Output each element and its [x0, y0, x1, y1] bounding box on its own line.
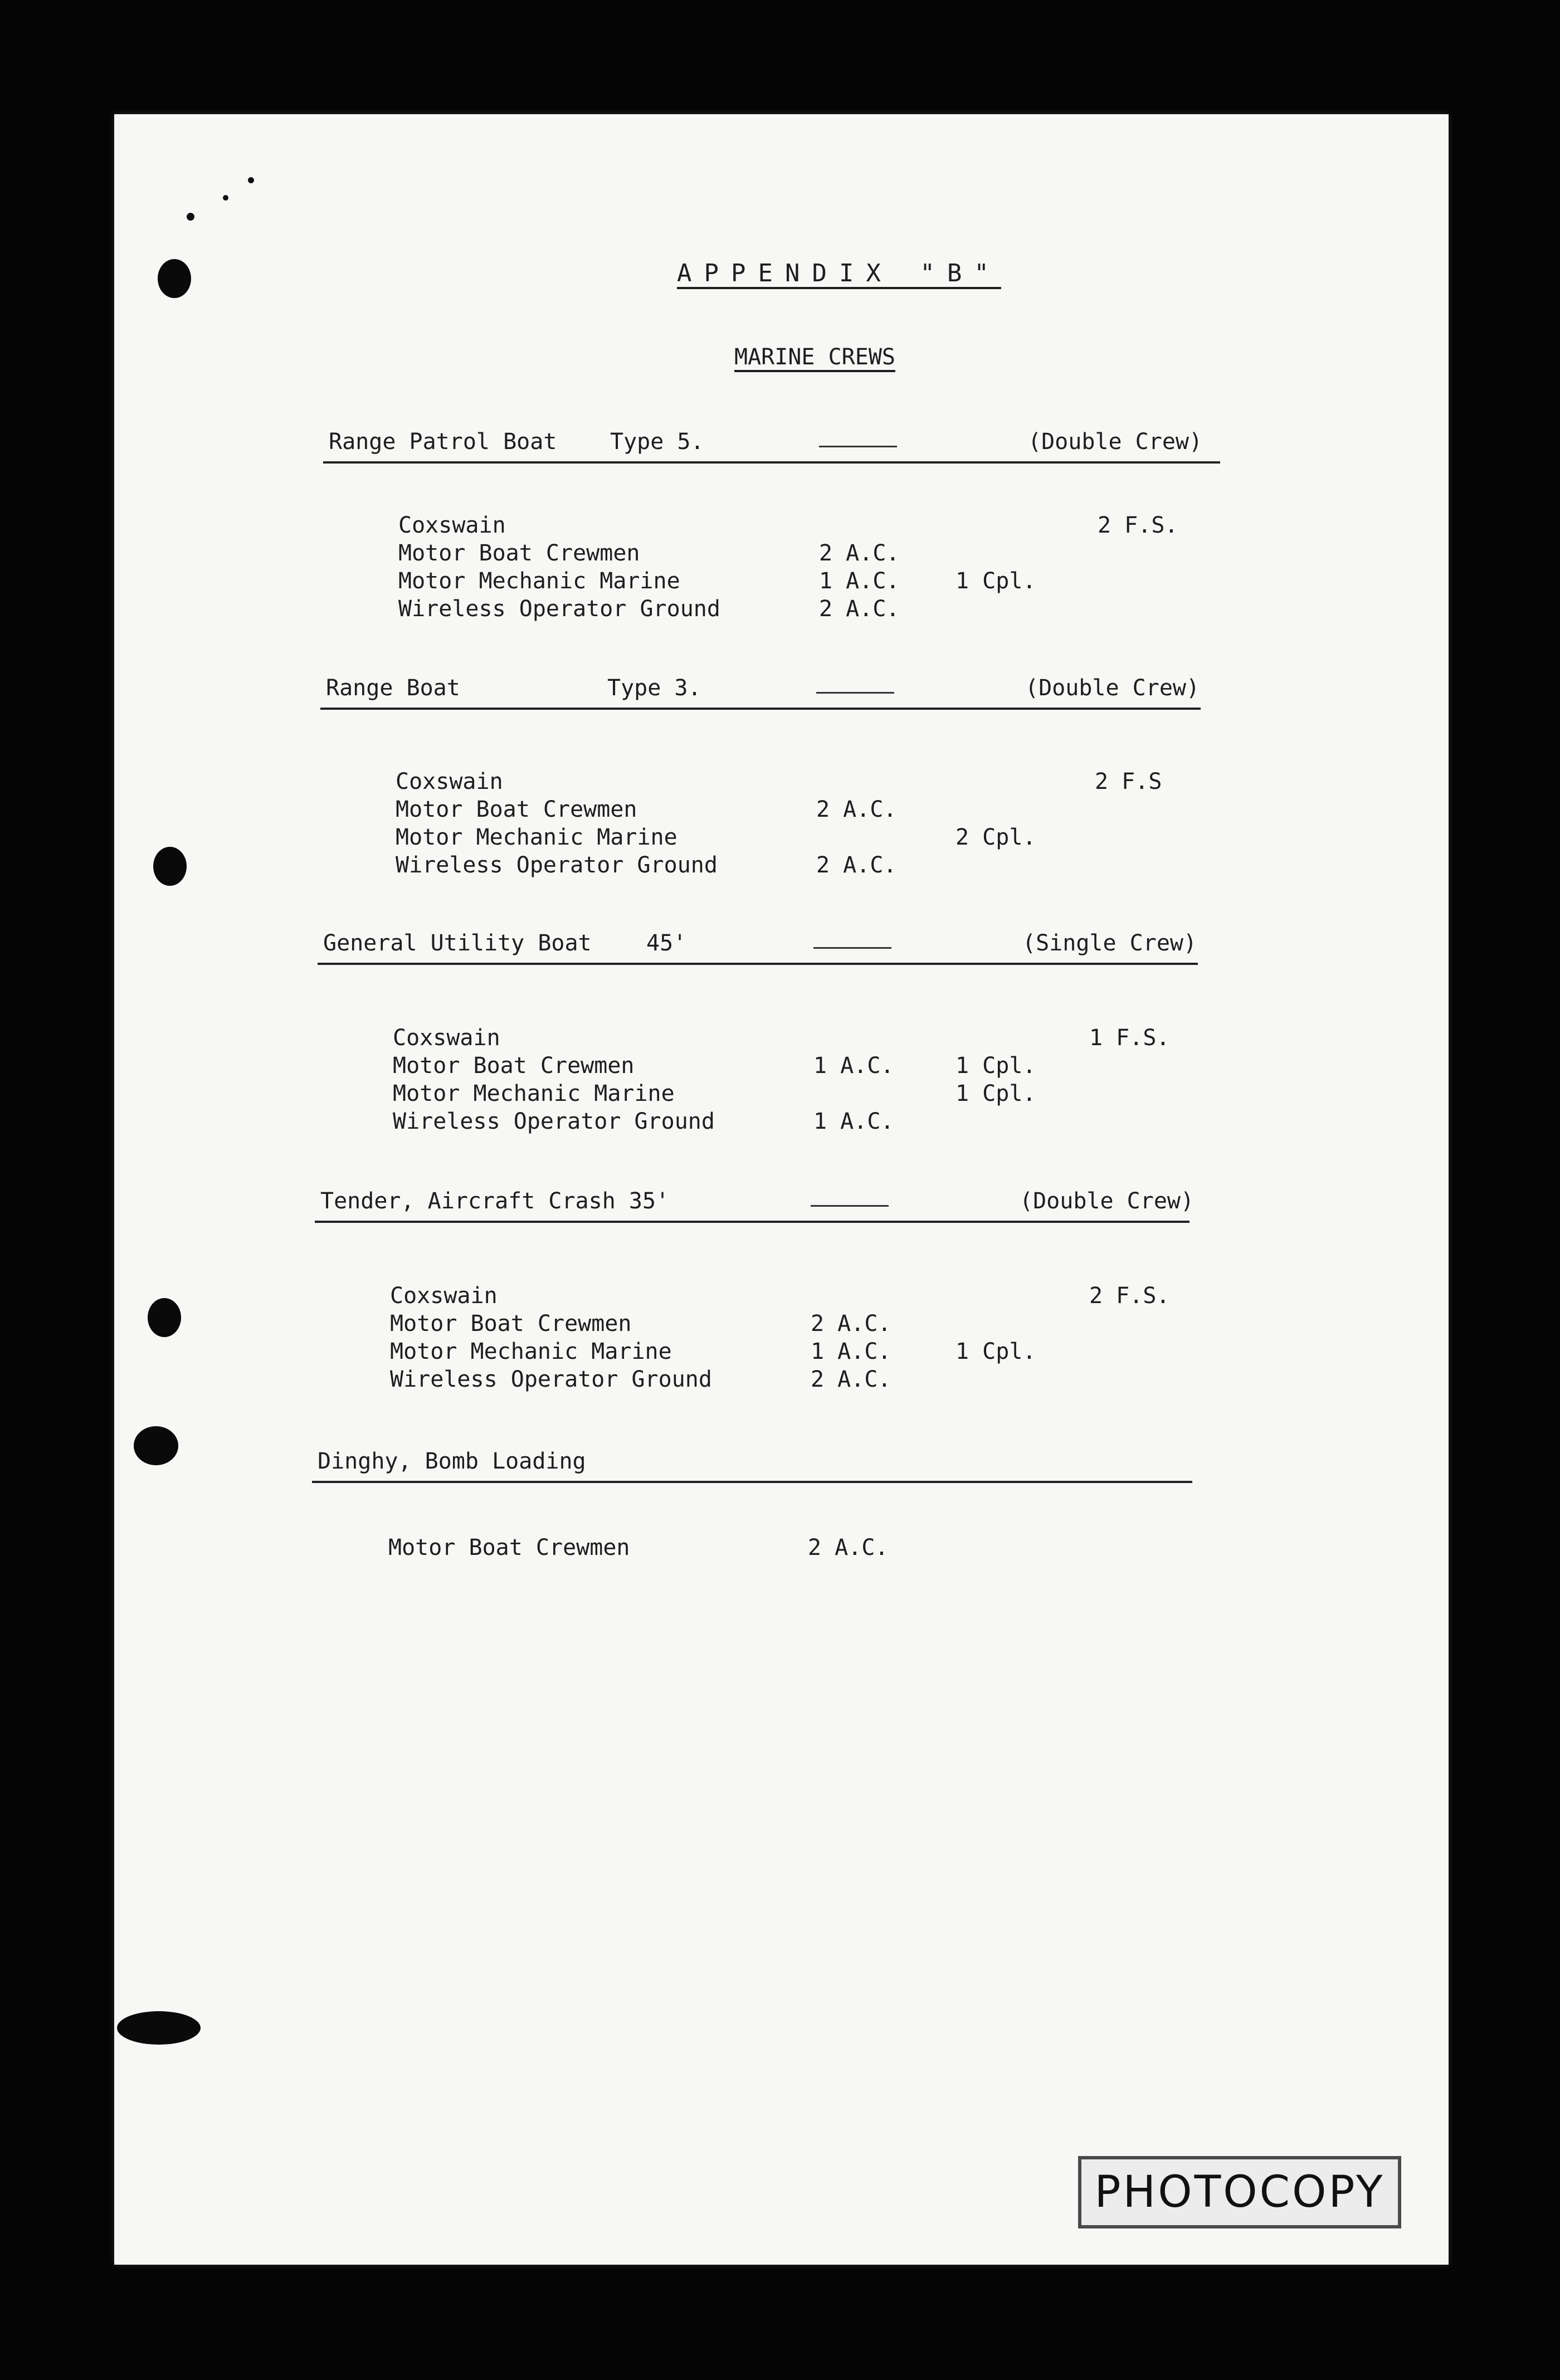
boat-name: Dinghy, Bomb Loading: [318, 1449, 586, 1474]
crew-row: [0, 1025, 1560, 1053]
cpl-count: 2 Cpl.: [956, 825, 1036, 850]
cpl-count: 1 Cpl.: [956, 1053, 1036, 1079]
crew-type: (Double Crew): [1028, 429, 1203, 455]
crew-row: [0, 1109, 1560, 1137]
crew-row: [0, 1339, 1560, 1367]
section-heading: [0, 675, 1560, 709]
boat-name: General Utility Boat: [323, 930, 592, 956]
ac-count: 2 A.C.: [816, 852, 897, 878]
ac-count: 1 A.C.: [813, 1109, 894, 1134]
crew-list: [0, 1025, 1560, 1137]
crew-row: [0, 852, 1560, 880]
cpl-count: 1 Cpl.: [956, 568, 1036, 594]
photocopy-stamp: PHOTOCOPY: [1078, 2156, 1401, 2228]
boat-name: Tender, Aircraft Crash 35': [320, 1188, 670, 1214]
crew-role: Motor Boat Crewmen: [398, 540, 640, 566]
crew-role: Motor Boat Crewmen: [390, 1311, 632, 1337]
crew-row: [0, 1283, 1560, 1311]
appendix-title: APPENDIX "B": [677, 259, 1001, 287]
crew-row: [0, 1081, 1560, 1109]
crew-role: Motor Boat Crewmen: [396, 797, 637, 822]
crew-role: Motor Mechanic Marine: [398, 568, 680, 594]
ac-count: 2 A.C.: [819, 540, 900, 566]
crew-row: [0, 1535, 1560, 1563]
heading-underline: [315, 1221, 1190, 1223]
crew-list: [0, 769, 1560, 880]
heading-underline: [323, 461, 1220, 464]
boat-type: Type 3.: [607, 675, 701, 701]
crew-role: Coxswain: [396, 769, 503, 794]
crew-role: Motor Mechanic Marine: [393, 1081, 675, 1106]
crew-type: (Double Crew): [1025, 675, 1200, 701]
crew-role: Wireless Operator Ground: [398, 596, 720, 622]
cpl-count: 1 Cpl.: [956, 1339, 1036, 1364]
section-5: [0, 1449, 1560, 1560]
crew-role: Motor Boat Crewmen: [388, 1535, 630, 1560]
section-heading: [0, 429, 1560, 462]
ac-count: 2 A.C.: [811, 1311, 891, 1337]
crew-role: Coxswain: [390, 1283, 498, 1309]
section-2: [0, 675, 1560, 878]
crew-role: Motor Mechanic Marine: [396, 825, 677, 850]
crew-role: Wireless Operator Ground: [390, 1367, 712, 1392]
boat-name: Range Boat: [326, 675, 460, 701]
crew-row: [0, 1053, 1560, 1081]
ac-count: 2 A.C.: [811, 1367, 891, 1392]
ac-count: 1 A.C.: [811, 1339, 891, 1364]
fs-count: 1 F.S.: [1089, 1025, 1170, 1051]
ac-count: 2 A.C.: [819, 596, 900, 622]
crew-role: Motor Boat Crewmen: [393, 1053, 635, 1079]
section-4: [0, 1188, 1560, 1392]
crew-role: Wireless Operator Ground: [393, 1109, 715, 1134]
ac-count: 2 A.C.: [808, 1535, 889, 1560]
heading-dash: [819, 446, 897, 447]
ac-count: 1 A.C.: [819, 568, 900, 594]
cpl-count: 1 Cpl.: [956, 1081, 1036, 1106]
boat-name: Range Patrol Boat: [329, 429, 557, 455]
crew-type: (Single Crew): [1022, 930, 1197, 956]
crew-row: [0, 769, 1560, 797]
fs-count: 2 F.S.: [1089, 1283, 1170, 1309]
crew-role: Motor Mechanic Marine: [390, 1339, 672, 1364]
ink-speck: [248, 177, 254, 183]
section-heading: [0, 1188, 1560, 1222]
section-3: [0, 930, 1560, 1134]
crew-row: [0, 1311, 1560, 1339]
heading-dash: [816, 692, 894, 694]
ac-count: 1 A.C.: [813, 1053, 894, 1079]
boat-type: Type 5.: [610, 429, 704, 455]
section-heading: [0, 930, 1560, 964]
crew-list: [0, 513, 1560, 624]
ac-count: 2 A.C.: [816, 797, 897, 822]
heading-underline: [318, 963, 1198, 965]
heading-underline: [312, 1481, 1192, 1483]
crew-role: Wireless Operator Ground: [396, 852, 718, 878]
crew-row: [0, 540, 1560, 568]
crew-row: [0, 797, 1560, 825]
crew-type: (Double Crew): [1020, 1188, 1195, 1214]
crew-role: Coxswain: [398, 513, 506, 538]
punch-hole: [117, 2011, 201, 2045]
section-heading: [0, 1449, 1560, 1482]
crew-role: Coxswain: [393, 1025, 500, 1051]
crew-row: [0, 596, 1560, 624]
section-1: [0, 429, 1560, 622]
crew-row: [0, 513, 1560, 540]
ink-speck: [187, 213, 194, 221]
crew-list: [0, 1283, 1560, 1394]
heading-dash: [811, 1205, 889, 1207]
crew-row: [0, 568, 1560, 596]
document-subtitle: MARINE CREWS: [734, 344, 895, 370]
crew-row: [0, 825, 1560, 852]
punch-hole: [158, 259, 191, 298]
ink-speck: [223, 195, 228, 201]
crew-list: [0, 1535, 1560, 1563]
crew-row: [0, 1367, 1560, 1394]
boat-type: 45': [646, 930, 687, 956]
heading-underline: [320, 708, 1201, 710]
heading-dash: [813, 947, 891, 949]
fs-count: 2 F.S.: [1098, 513, 1178, 538]
fs-count: 2 F.S: [1095, 769, 1162, 794]
